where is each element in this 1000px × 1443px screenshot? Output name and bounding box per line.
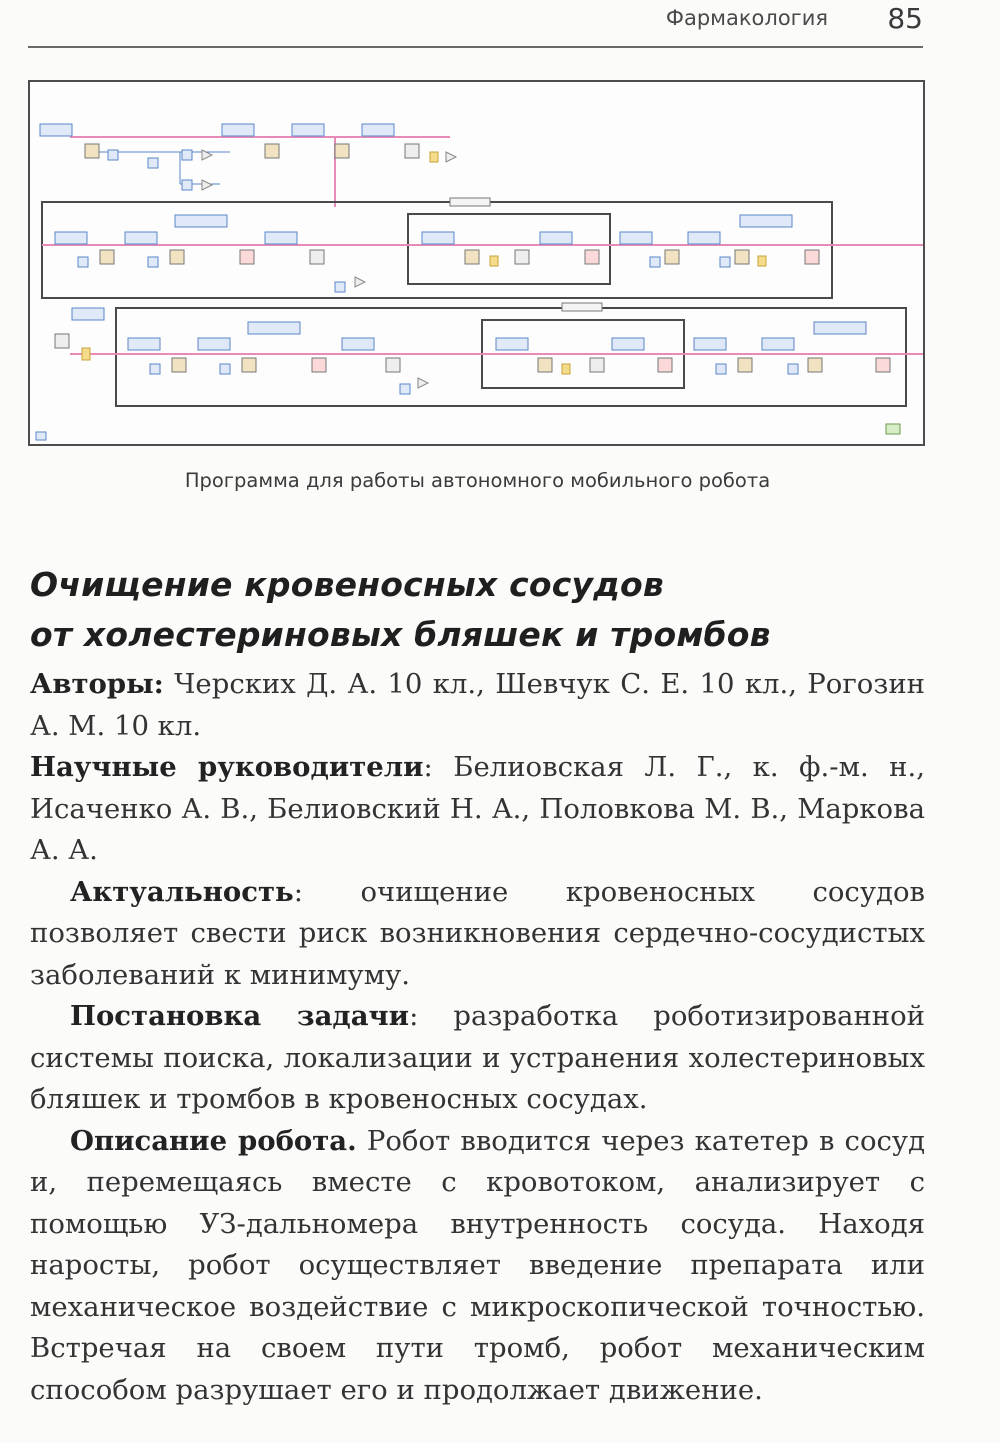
diagram-row-2 [42,198,923,298]
article-body [30,664,925,1411]
figure-caption: Программа для работы автономного мобильного робота [184,469,771,492]
diagram-row-1 [40,124,456,207]
labview-block-diagram [30,82,923,444]
running-head [28,0,923,48]
authors-paragraph [30,664,925,747]
supervisors-paragraph [30,747,925,872]
relevance-paragraph [30,872,925,997]
supervisors-label: Научные руководители [30,751,424,783]
diagram-row-3 [36,303,923,440]
robot-description-paragraph [30,1121,925,1412]
task-label: Постановка задачи [70,1000,410,1032]
task-paragraph [30,996,925,1121]
authors-text: Черских Д. А. 10 кл., Шевчук С. Е. 10 кл., Рогозин А. М. 10 кл. [30,668,925,742]
robot-label: Описание робота. [70,1124,357,1157]
page-number: 85 [887,2,923,35]
program-diagram-figure [28,80,925,446]
title-line-1: Очищение кровеносных сосудов [30,565,665,604]
article-title [30,560,930,660]
relevance-label: Актуальность [70,875,294,908]
title-line-2: от холестериновых бляшек и тромбов [30,615,771,654]
relevance-text: : очищение кровеносных сосудов позволяет свести риск возникновения сердечно-сосудистых заболеваний к минимуму. [30,875,925,991]
supervisors-text: : Белиовская Л. Г., к. ф.-м. н., Исаченко А. В., Белиовский Н. А., Половкова М. В., Маркова А. А. [30,751,925,866]
task-text: : разработка роботизированной системы поиска, локализации и устранения холестериновых бляшек и тромбов в кровеносных сосудах. [30,1000,925,1115]
authors-label: Авторы: [30,668,164,700]
robot-text: Робот вводится через катетер в сосуд и, перемещаясь вместе с кровотоком, анализирует с помощью УЗ-дальномера внутренность сосуда. Находя наросты, робот осуществляет введение препарата или механическое воздействие с микроскопической точностью. Встречая на своем пути тромб, робот механическим способом разрушает его и продолжает движение. [30,1124,926,1406]
section-title: Фармакология [665,6,828,30]
